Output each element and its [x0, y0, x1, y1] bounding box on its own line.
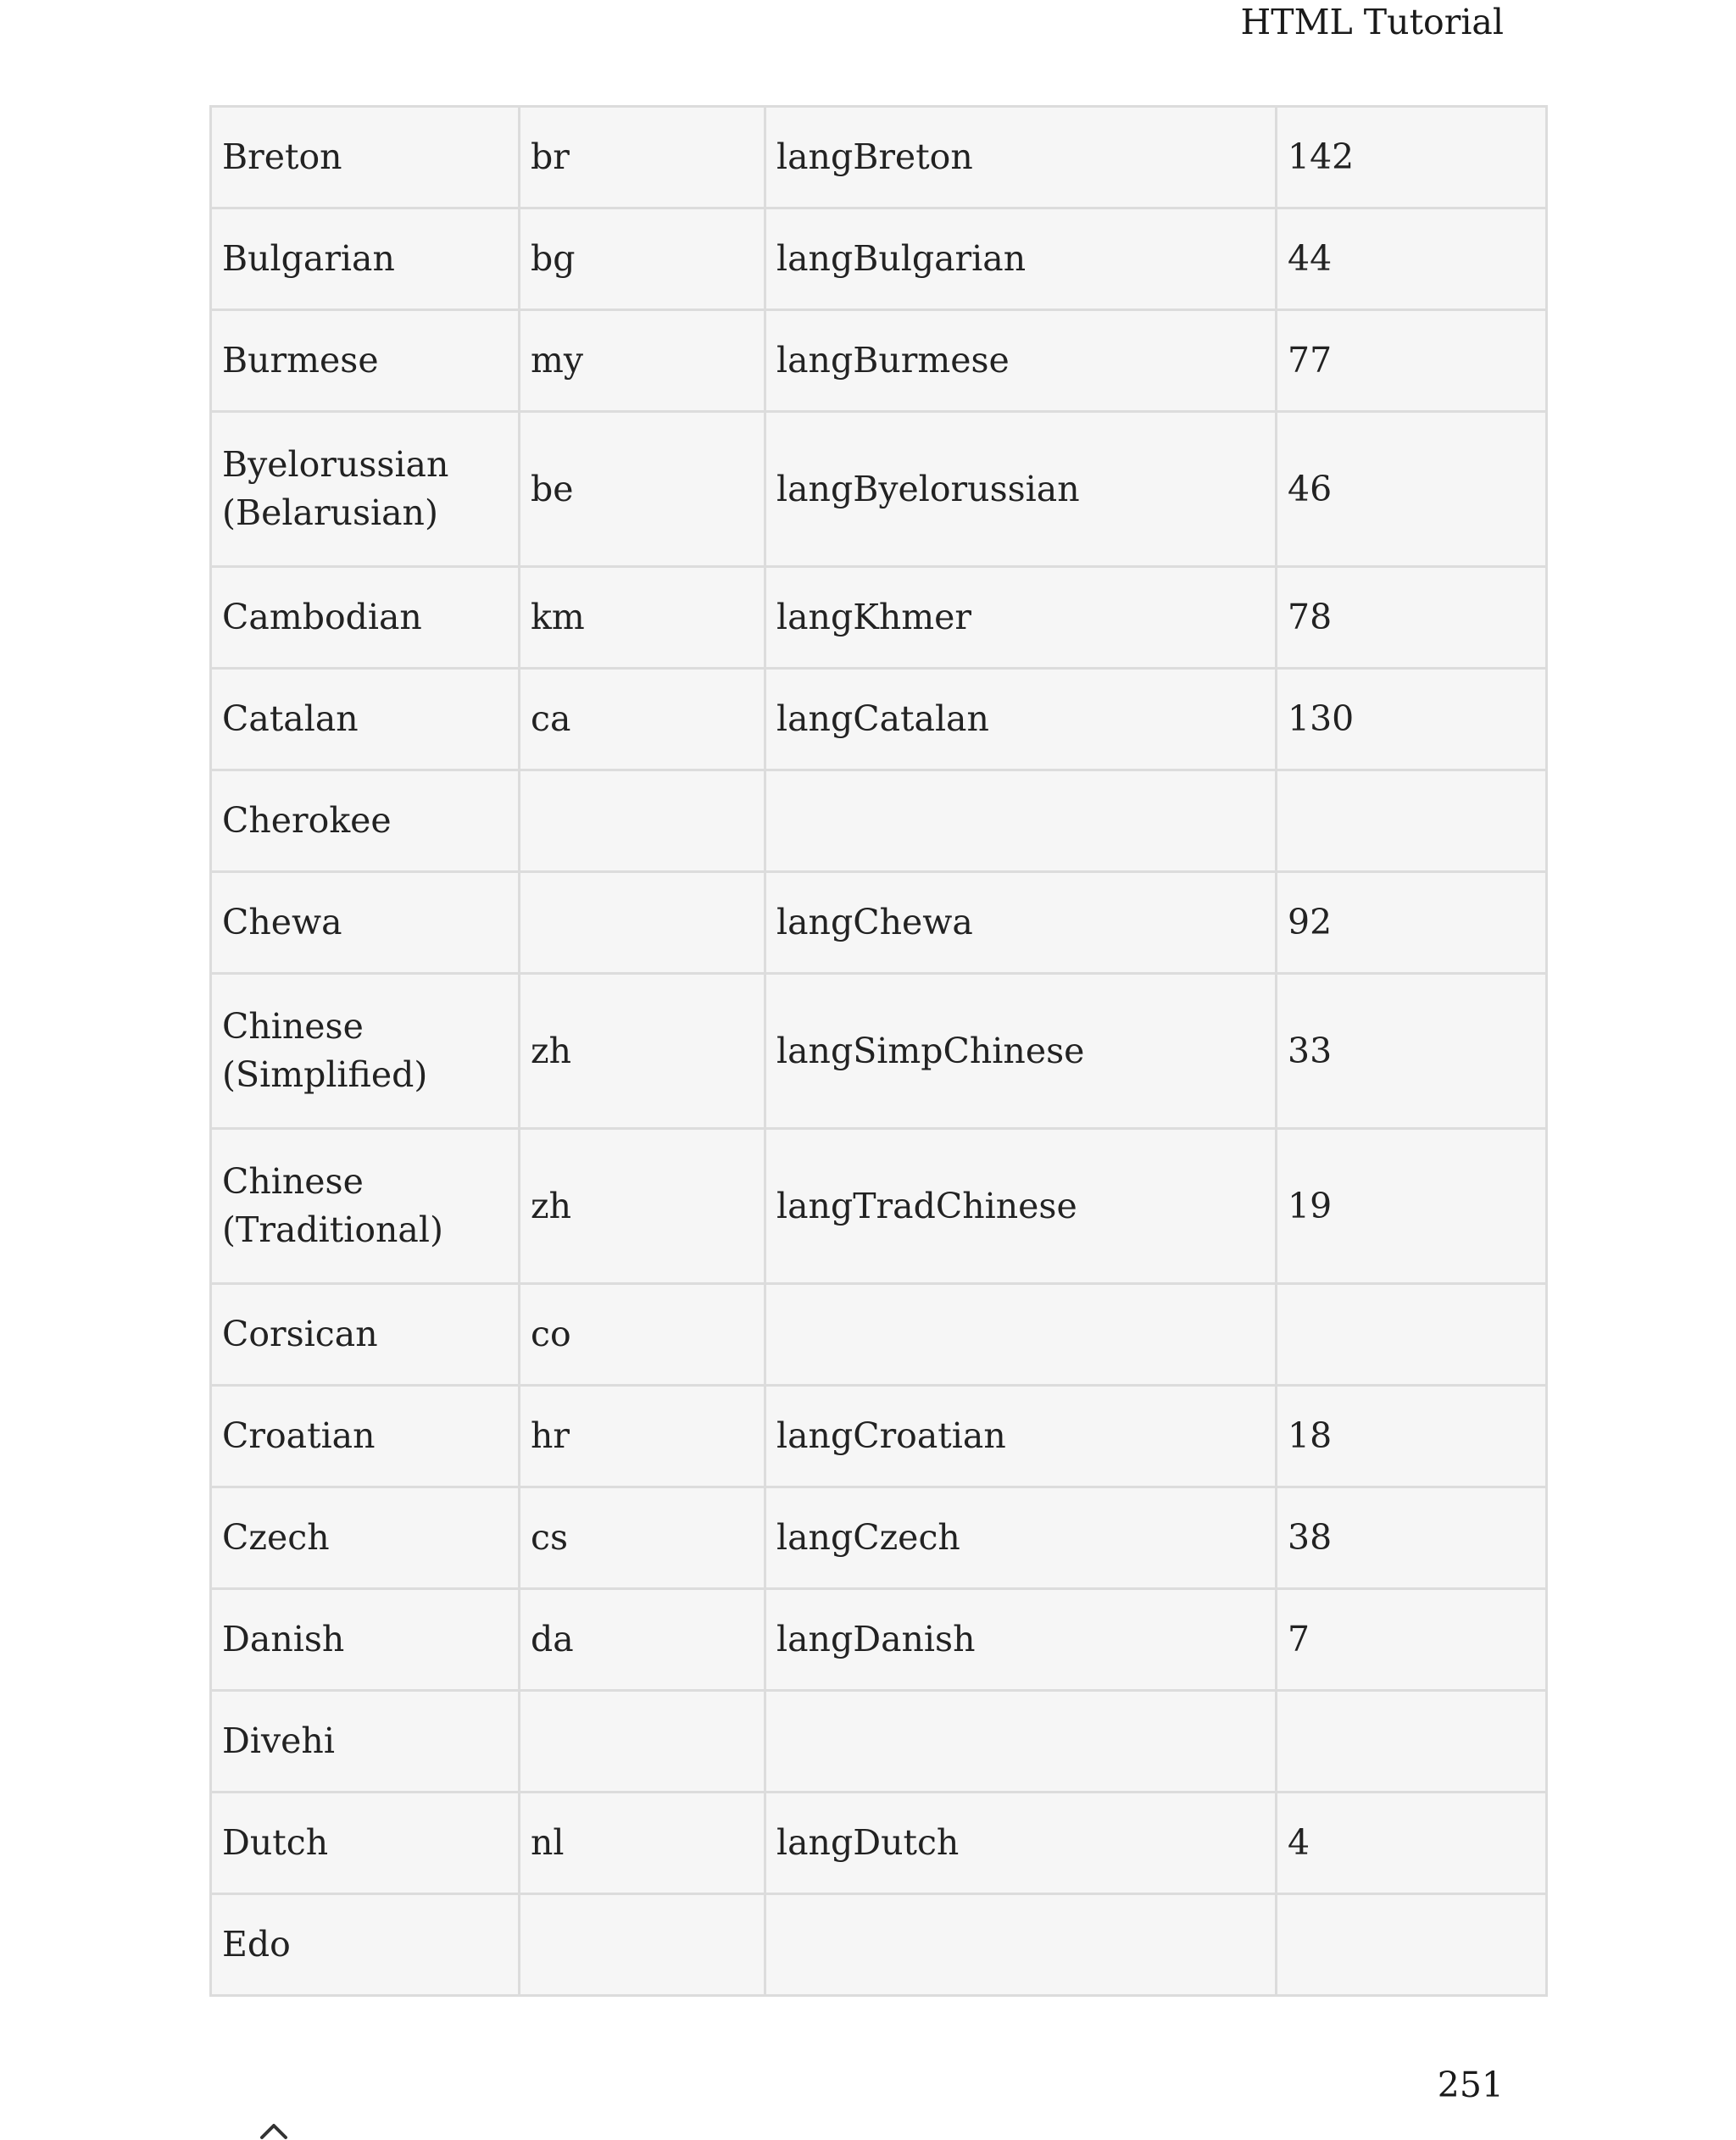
language-name-cell: Cambodian	[211, 567, 520, 669]
language-name-cell: Catalan	[211, 669, 520, 770]
language-id-cell: 130	[1277, 669, 1547, 770]
language-constant-cell	[765, 1894, 1277, 1996]
language-constant-cell: langCroatian	[765, 1386, 1277, 1487]
language-code-cell: hr	[520, 1386, 765, 1487]
language-id-cell: 19	[1277, 1129, 1547, 1284]
language-code-cell: bg	[520, 208, 765, 310]
language-code-cell: zh	[520, 974, 765, 1129]
language-code-cell	[520, 1894, 765, 1996]
table-row	[211, 208, 1547, 310]
language-constant-cell: langChewa	[765, 872, 1277, 974]
language-name-cell: Croatian	[211, 1386, 520, 1487]
language-name-cell: Danish	[211, 1589, 520, 1691]
table-row	[211, 412, 1547, 567]
table-row	[211, 567, 1547, 669]
language-id-cell: 18	[1277, 1386, 1547, 1487]
language-id-cell	[1277, 1894, 1547, 1996]
language-name-cell: Edo	[211, 1894, 520, 1996]
language-constant-cell: langKhmer	[765, 567, 1277, 669]
language-constant-cell: langDutch	[765, 1793, 1277, 1894]
language-code-cell: br	[520, 107, 765, 208]
language-name-cell: Byelorussian (Belarusian)	[211, 412, 520, 567]
language-name-cell: Breton	[211, 107, 520, 208]
language-constant-cell: langBreton	[765, 107, 1277, 208]
language-id-cell: 38	[1277, 1487, 1547, 1589]
language-constant-cell: langSimpChinese	[765, 974, 1277, 1129]
language-code-cell: be	[520, 412, 765, 567]
language-code-cell: co	[520, 1284, 765, 1386]
language-code-cell: my	[520, 310, 765, 412]
language-constant-cell: langBulgarian	[765, 208, 1277, 310]
table-row	[211, 1894, 1547, 1996]
table-row	[211, 1129, 1547, 1284]
running-header: HTML Tutorial	[1240, 2, 1504, 42]
language-name-cell: Chinese (Traditional)	[211, 1129, 520, 1284]
table-row	[211, 1487, 1547, 1589]
language-name-cell: Cherokee	[211, 770, 520, 872]
language-id-cell	[1277, 770, 1547, 872]
language-table-container	[209, 105, 1545, 1997]
up-arrow-icon[interactable]	[257, 2119, 291, 2140]
language-constant-cell: langCatalan	[765, 669, 1277, 770]
language-name-cell: Burmese	[211, 310, 520, 412]
language-constant-cell: langDanish	[765, 1589, 1277, 1691]
language-constant-cell	[765, 1284, 1277, 1386]
language-id-cell: 77	[1277, 310, 1547, 412]
language-code-cell	[520, 1691, 765, 1793]
language-code-cell: km	[520, 567, 765, 669]
language-code-cell	[520, 872, 765, 974]
table-row	[211, 872, 1547, 974]
table-row	[211, 770, 1547, 872]
language-name-cell: Chinese (Simplified)	[211, 974, 520, 1129]
language-constant-cell	[765, 770, 1277, 872]
language-constant-cell: langByelorussian	[765, 412, 1277, 567]
language-id-cell: 142	[1277, 107, 1547, 208]
table-row	[211, 1589, 1547, 1691]
table-row	[211, 1386, 1547, 1487]
language-id-cell: 4	[1277, 1793, 1547, 1894]
page-number: 251	[1437, 2065, 1504, 2105]
table-row	[211, 1793, 1547, 1894]
language-name-cell: Chewa	[211, 872, 520, 974]
language-constant-cell: langBurmese	[765, 310, 1277, 412]
table-row	[211, 1284, 1547, 1386]
language-id-cell: 7	[1277, 1589, 1547, 1691]
table-row	[211, 974, 1547, 1129]
language-code-cell	[520, 770, 765, 872]
language-code-cell: nl	[520, 1793, 765, 1894]
language-id-cell	[1277, 1691, 1547, 1793]
language-name-cell: Bulgarian	[211, 208, 520, 310]
table-row	[211, 669, 1547, 770]
language-constant-cell: langCzech	[765, 1487, 1277, 1589]
table-row	[211, 107, 1547, 208]
language-name-cell: Czech	[211, 1487, 520, 1589]
language-code-cell: zh	[520, 1129, 765, 1284]
language-code-cell: ca	[520, 669, 765, 770]
language-constant-cell: langTradChinese	[765, 1129, 1277, 1284]
language-name-cell: Divehi	[211, 1691, 520, 1793]
language-id-cell: 78	[1277, 567, 1547, 669]
language-id-cell: 44	[1277, 208, 1547, 310]
language-code-cell: cs	[520, 1487, 765, 1589]
table-row	[211, 310, 1547, 412]
language-id-cell: 92	[1277, 872, 1547, 974]
language-id-cell	[1277, 1284, 1547, 1386]
language-id-cell: 46	[1277, 412, 1547, 567]
language-constant-cell	[765, 1691, 1277, 1793]
table-row	[211, 1691, 1547, 1793]
language-id-cell: 33	[1277, 974, 1547, 1129]
language-name-cell: Dutch	[211, 1793, 520, 1894]
language-name-cell: Corsican	[211, 1284, 520, 1386]
language-table	[209, 105, 1548, 1997]
language-code-cell: da	[520, 1589, 765, 1691]
